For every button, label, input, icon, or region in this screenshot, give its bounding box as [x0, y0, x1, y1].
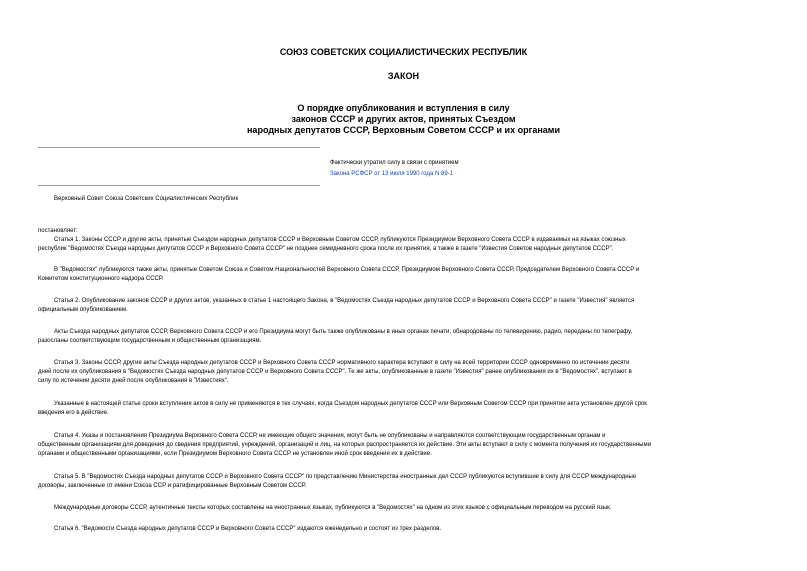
- paragraph-line: силу по истечении десяти дней после опубликования в "Известиях".: [38, 378, 229, 384]
- paragraph-line: Указанные в настоящей статье сроки вступления актов в силу не применяются в тех случаях, когда Съездом народных депутатов СССР или Верховным Советом СССР при принятии акта установлен другой срок: [54, 401, 647, 407]
- paragraph-article-1: [38, 236, 800, 254]
- decree-word: постановляет:: [38, 228, 78, 234]
- issuer-text: Верховный Совет Союза Советских Социалистических Республик: [54, 196, 239, 202]
- paragraph-article-3: [38, 359, 800, 386]
- paragraph-line: республик "Ведомостях Съезда народных депутатов СССР и Верховного Совета СССР" не позднее семидневного срока после их принятия, а также в газете "Известия Советов народных депутатов СССР".: [38, 246, 614, 252]
- paragraph-intl-treaties: [38, 504, 800, 513]
- paragraph-article-6: [38, 525, 800, 534]
- paragraph-line: Международные договоры СССР, аутентичные тексты которых составлены на иностранных языках, публикуются в "Ведомостях" на одном из этих языков с официальным переводом на русский язык.: [54, 505, 612, 511]
- paragraph-line: Статья 3. Законы СССР, другие акты Съезда народных депутатов СССР и Верховного Совета СССР нормативного характера вступают в силу на всей территории СССР одновременно по истечении десяти: [54, 360, 630, 366]
- paragraph-line: Статья 2. Опубликование законов СССР и других актов, указанных в статье 1 настоящего Закона, в "Ведомостях Съезда народных депутатов СССР и Верховного Совета СССР" и газете "Известия" является: [54, 298, 635, 304]
- document-type-heading: ЗАКОН: [387, 71, 420, 81]
- paragraph-line: Статья 6. "Ведомости Съезда народных депутатов СССР и Верховного Совета СССР" издаются еженедельно и состоят из трех разделов.: [54, 526, 442, 532]
- paragraph-article-5: [38, 473, 800, 491]
- paragraph-line: разосланы соответствующим государственным и общественным организациям.: [38, 338, 262, 344]
- paragraph-line: Комитетом конституционного надзора СССР.: [38, 276, 164, 282]
- repeal-law-link[interactable]: Закона РСФСР от 13 июля 1990 года N 89-1: [330, 171, 454, 177]
- title-line: законов СССР и других актов, принятых Съездом: [291, 114, 516, 124]
- union-heading: СОЮЗ СОВЕТСКИХ СОЦИАЛИСТИЧЕСКИХ РЕСПУБЛИК: [279, 47, 528, 57]
- document-title: [0, 103, 807, 136]
- divider-top: [38, 147, 320, 148]
- paragraph-line: официальным опубликованием.: [38, 307, 128, 313]
- paragraph-line: Статья 1. Законы СССР и другие акты, принятые Съездом народных депутатов СССР и Верховным Советом СССР, публикуются Президиумом Верховного Совета СССР в издаваемых на языках союзных: [54, 237, 626, 243]
- title-line: О порядке опубликования и вступления в силу: [297, 103, 510, 113]
- paragraph-terms: [38, 400, 800, 418]
- paragraph-article-4: [38, 432, 800, 459]
- status-note: [330, 158, 459, 180]
- paragraph-line: Статья 4. Указы и постановления Президиума Верховного Совета СССР, не имеющие общего значения, могут быть не опубликованы и направляются соответствующим государственным органам и: [54, 433, 606, 439]
- paragraph-line: органами и общественными организациями, если Президиумом Верховного Совета СССР не установлен иной срок введения их в действие.: [38, 451, 432, 457]
- paragraph-line: В "Ведомостях" публикуются также акты, принятые Советом Союза и Советом Национальностей Верховного Совета СССР, Президиумом Верховного Совета СССР, Председателем Верховного Совета СССР и: [54, 267, 640, 273]
- divider-bottom: [38, 185, 320, 186]
- paragraph-line: введения его в действие.: [38, 410, 109, 416]
- paragraph-line: Акты Съезда народных депутатов СССР, Верховного Совета СССР и его Президиума могут быть также опубликованы в иных органах печати, обнародованы по телевидению, радио, переданы по телеграфу,: [54, 329, 633, 335]
- paragraph-acts-publication: [38, 328, 800, 346]
- paragraph-line: Статья 5. В "Ведомостях Съезда народных депутатов СССР и Верховного Совета СССР" по представлению Министерства иностранных дел СССР публикуются вступившие в силу для СССР международные: [54, 474, 637, 480]
- paragraph-vedomosti: [38, 266, 800, 284]
- title-line: народных депутатов СССР, Верховным Советом СССР и их органами: [247, 125, 560, 135]
- paragraph-line: договоры, заключенные от имени Союза ССР и ратифицированные Верховным Советом СССР.: [38, 483, 307, 489]
- paragraph-article-2: [38, 297, 800, 315]
- status-note-text: Фактически утратил силу в связи с принятием: [330, 160, 459, 166]
- paragraph-line: дней после их опубликования в "Ведомостях Съезда народных депутатов СССР и Верховного Совета СССР". Те же акты, опубликованные в газете "Известия" ранее опубликования их в "Ведомостях", вступают в: [38, 369, 632, 375]
- paragraph-line: общественным организациям для доведения до сведения предприятий, учреждений, организаций и лиц, на которых распространяется их действие. Эти акты вступают в силу с момента получения их государственными: [38, 442, 651, 448]
